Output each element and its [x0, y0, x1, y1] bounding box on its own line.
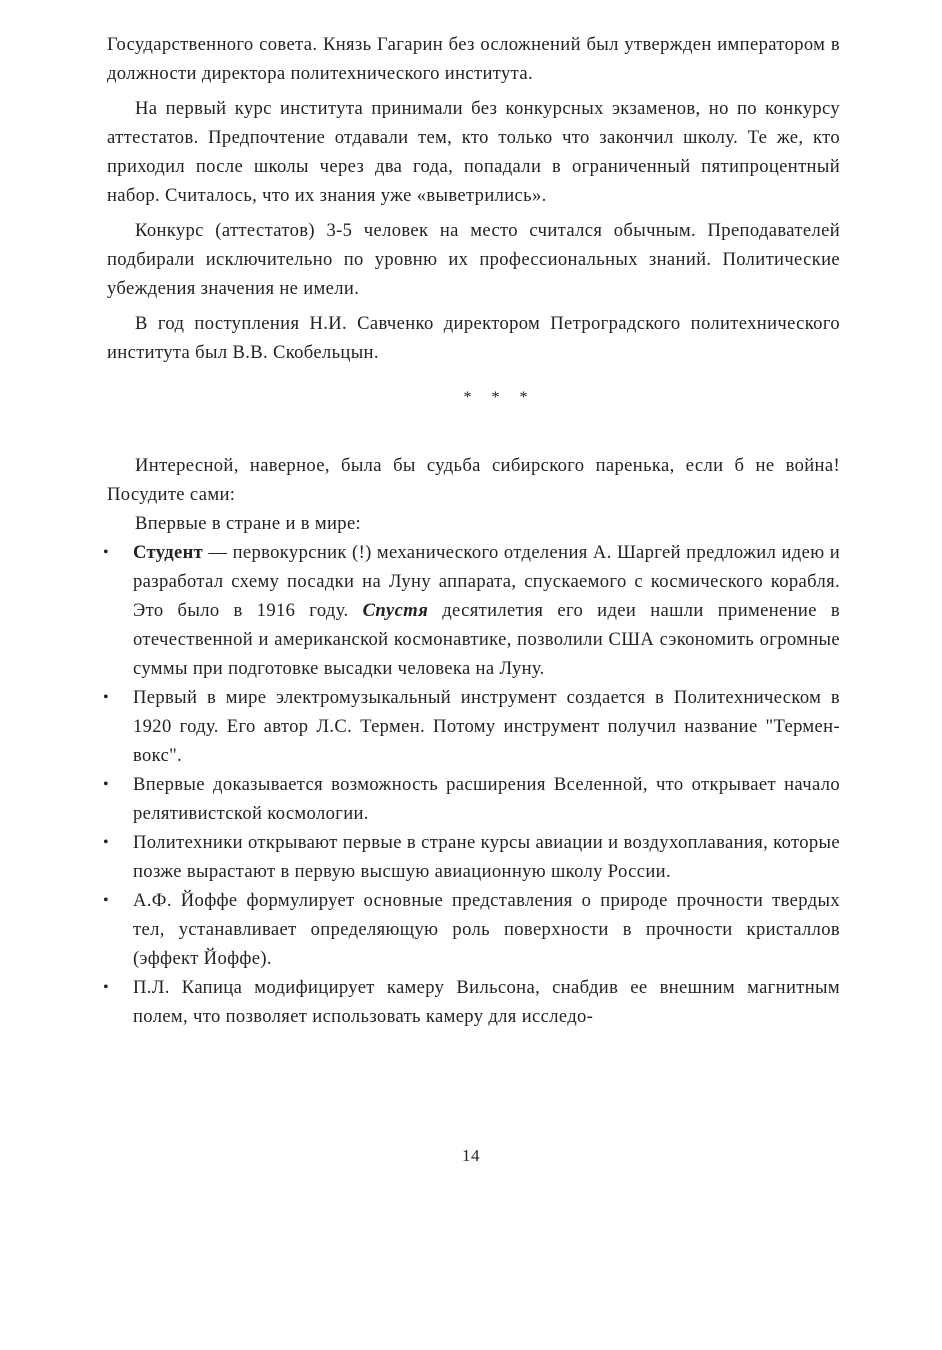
- section-firsts: [103, 451, 840, 1031]
- paragraph-director: В год поступления Н.И. Савченко директором Петроградского политехнического института был В.В. Скобельцын.: [107, 313, 840, 363]
- paragraph-firsts-heading: Впервые в стране и в мире:: [135, 513, 362, 534]
- list-item: [103, 683, 840, 770]
- item-lead: Студент: [133, 542, 204, 563]
- page-text: [103, 30, 840, 1031]
- item-text: Политехники открывают первые в стране курсы авиации и воздухоплавания, которые позже вырастают в первую высшую авиационную школу России.: [133, 832, 840, 882]
- paragraph-admission: На первый курс института принимали без конкурсных экзаменов, но по конкурсу аттестатов. Предпочтение отдавали тем, кто только что закончил школу. Те же, кто приходил после школы через два года, попадали в ограниченный пятипроцентный набор. Считалось, что их знания уже «выветрились».: [107, 98, 840, 206]
- section-separator: * * *: [463, 389, 536, 406]
- paragraph-continuation: Государственного совета. Князь Гагарин без осложнений был утвержден императором в должности директора политехнического института.: [107, 34, 840, 84]
- paragraph-competition: Конкурс (аттестатов) 3-5 человек на место считался обычным. Преподавателей подбирали исключительно по уровню их профессиональных знаний. Политические убеждения значения не имели.: [107, 220, 840, 299]
- list-item: [103, 886, 840, 973]
- bullet-icon: •: [103, 544, 109, 561]
- page-number: 14: [462, 1146, 480, 1165]
- item-text: Впервые доказывается возможность расширения Вселенной, что открывает начало релятивистской космологии.: [133, 774, 840, 824]
- list-item: [103, 538, 840, 683]
- item-text-continued: десятилетия его идеи нашли применение в отечественной и американской космонавтике, позволили США сэкономить огромные суммы при подготовке высадки человека на Луну.: [133, 600, 840, 679]
- item-text: П.Л. Капица модифицирует камеру Вильсона, снабдив ее внешним магнитным полем, что позволяет использовать камеру для исследо-: [133, 977, 840, 1027]
- list-item: [103, 828, 840, 886]
- item-text: Первый в мире электромузыкальный инструмент создается в Политехническом в 1920 году. Его автор Л.С. Термен. Потому инструмент получил название "Термен-вокс".: [133, 687, 840, 766]
- bullet-icon: •: [103, 892, 109, 909]
- bullet-icon: •: [103, 776, 109, 793]
- item-text: А.Ф. Йоффе формулирует основные представления о природе прочности твердых тел, устанавливает определяющую роль поверхности в прочности кристаллов (эффект Йоффе).: [133, 890, 840, 969]
- list-item: [103, 973, 840, 1031]
- list-item: [103, 770, 840, 828]
- bullet-icon: •: [103, 834, 109, 851]
- bullet-icon: •: [103, 979, 109, 996]
- item-text: — первокурсник (!) механического отделения А. Шаргей предложил идею и разработал схему посадки на Луну аппарата, спускаемого с космического корабля. Это было в 1916 году.: [133, 542, 840, 621]
- bullet-icon: •: [103, 689, 109, 706]
- firsts-list: [103, 538, 840, 1031]
- item-emphasis: Спустя: [362, 600, 429, 621]
- paragraph-intro: Интересной, наверное, была бы судьба сибирского паренька, если б не война! Посудите сами:: [107, 455, 840, 505]
